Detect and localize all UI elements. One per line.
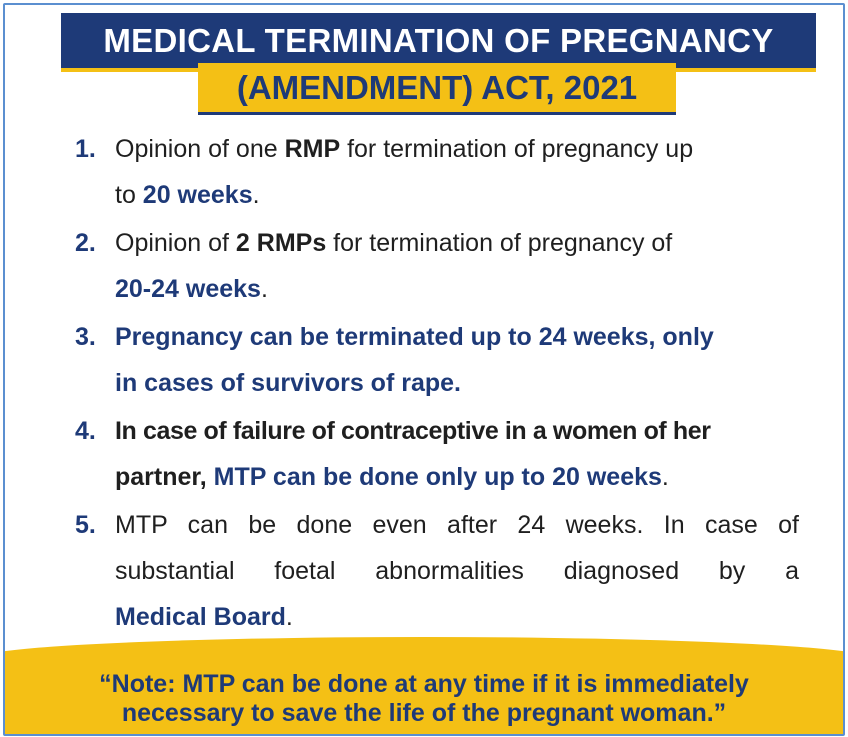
item-number: 2. — [75, 229, 96, 257]
item-highlight-text: Pregnancy can be terminated up to 24 weeks, only — [115, 323, 714, 351]
list-item-1 — [75, 126, 799, 218]
item-text: for termination of pregnancy of — [326, 229, 673, 257]
page-title: MEDICAL TERMINATION OF PREGNANCY — [103, 22, 774, 59]
note-line-2: necessary to save the life of the pregnant woman.” — [121, 699, 727, 727]
item-highlight-text: in cases of survivors of rape. — [115, 369, 461, 397]
item-bold-text: In case of failure of contraceptive in a women of her — [115, 417, 711, 445]
item-highlight-text: MTP can be done only up to 20 weeks — [213, 463, 662, 491]
item-line — [115, 126, 799, 172]
item-line — [115, 594, 799, 640]
item-text: to — [115, 181, 143, 209]
list-item-4 — [75, 408, 799, 500]
item-line — [115, 172, 799, 218]
item-number: 5. — [75, 511, 96, 539]
item-highlight-text: Medical Board — [115, 603, 286, 631]
item-text: substantial foetal abnormalities diagnosed by a — [115, 557, 799, 585]
page-subtitle: (AMENDMENT) ACT, 2021 — [236, 69, 638, 106]
item-text: for termination of pregnancy up — [340, 135, 694, 163]
infographic-frame — [3, 3, 845, 736]
item-highlight-text: 20-24 weeks — [115, 275, 261, 303]
item-line — [115, 454, 799, 500]
item-text: . — [661, 463, 669, 491]
item-number: 3. — [75, 323, 96, 351]
item-highlight-text: 20 weeks — [142, 181, 253, 209]
item-line — [115, 266, 799, 312]
list-item-2 — [75, 220, 799, 312]
list-item-5 — [75, 502, 799, 640]
subtitle-banner — [198, 63, 676, 113]
item-text: . — [285, 603, 293, 631]
item-number: 4. — [75, 417, 96, 445]
item-text: Opinion of one — [115, 135, 285, 163]
item-text: . — [260, 275, 268, 303]
item-number: 1. — [75, 135, 96, 163]
title-banner — [61, 13, 816, 69]
item-bold-text: partner, — [115, 463, 214, 491]
note-line-1: “Note: MTP can be done at any time if it is immediately — [99, 670, 749, 698]
item-bold-text: RMP — [284, 135, 341, 163]
item-text: MTP can be done even after 24 weeks. In case of — [115, 511, 799, 539]
item-text: . — [252, 181, 260, 209]
item-text: Opinion of — [115, 229, 236, 257]
item-line — [115, 220, 799, 266]
subtitle-underline — [198, 112, 676, 115]
item-bold-text: 2 RMPs — [235, 229, 327, 257]
note-text — [5, 670, 843, 728]
list-item-3 — [75, 314, 799, 406]
